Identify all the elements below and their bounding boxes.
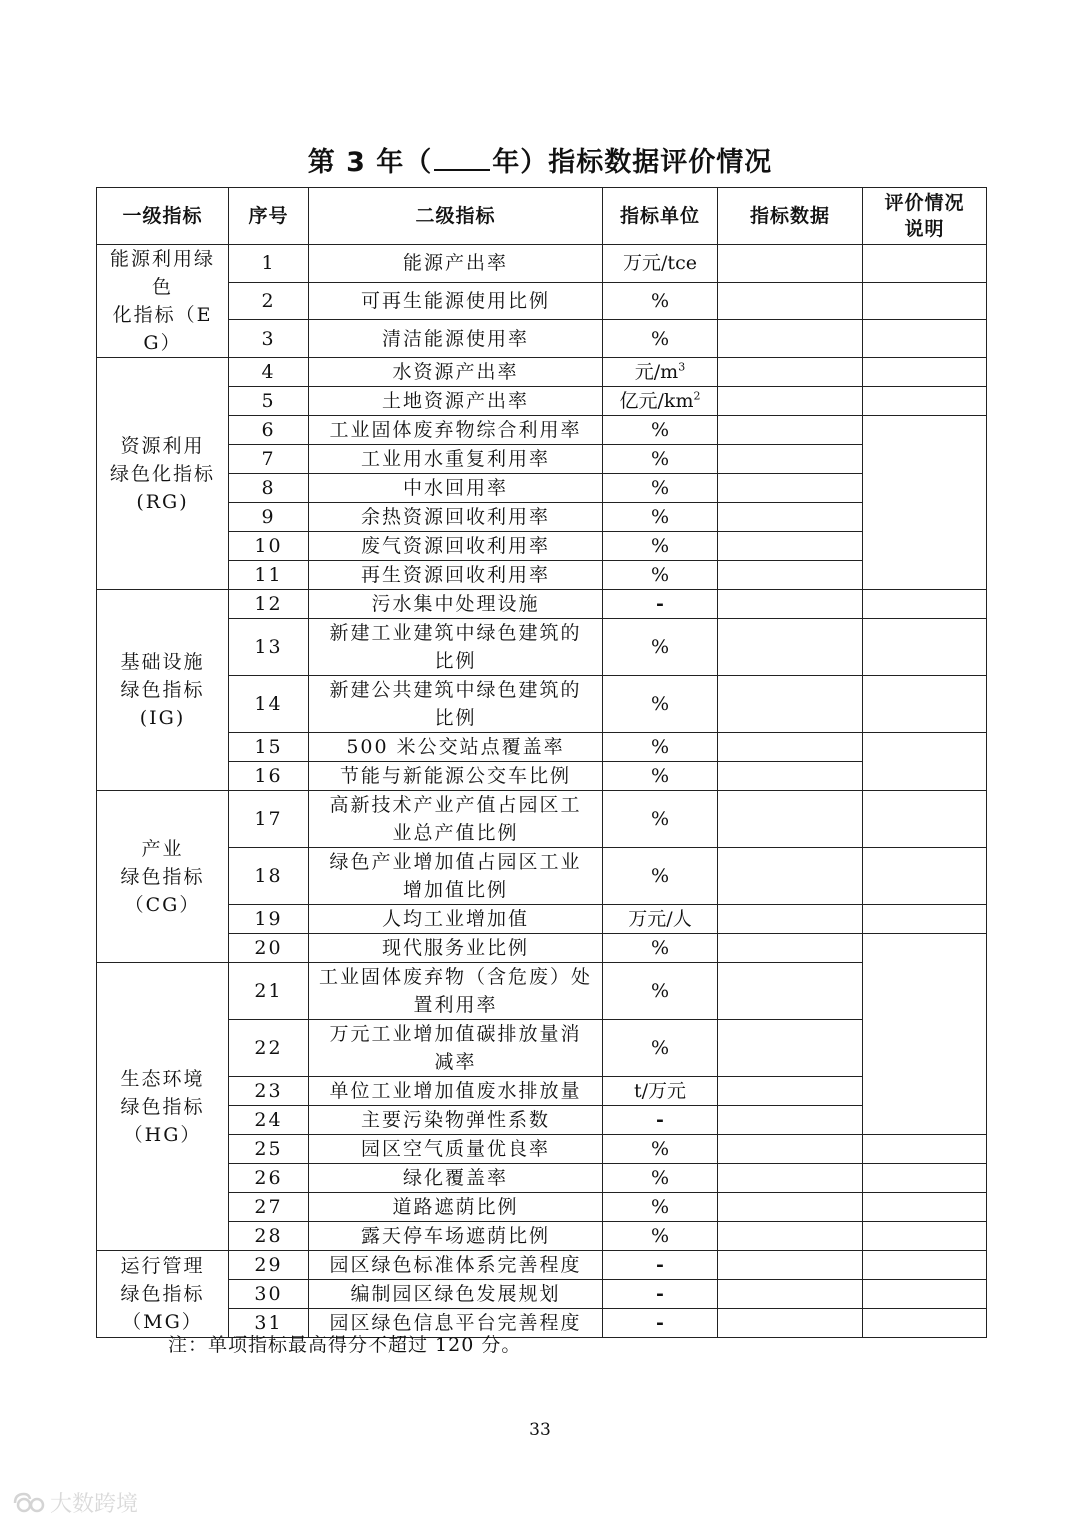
seq-cell: 11	[229, 561, 309, 590]
level2-indicator-cell: 工业固体废弃物综合利用率	[309, 416, 603, 445]
unit-cell: %	[603, 561, 718, 590]
unit-cell: %	[603, 474, 718, 503]
table-row	[97, 387, 987, 416]
data-input-cell[interactable]	[718, 619, 863, 676]
seq-cell: 23	[229, 1077, 309, 1106]
table-row	[97, 1135, 987, 1164]
seq-cell: 12	[229, 590, 309, 619]
page-title: 第 3 年（ 年）指标数据评价情况	[307, 147, 773, 178]
level2-indicator-cell: 节能与新能源公交车比例	[309, 762, 603, 791]
unit-cell: %	[603, 676, 718, 733]
unit-cell: %	[603, 848, 718, 905]
remark-input-cell[interactable]	[863, 387, 987, 416]
table-row	[97, 561, 987, 590]
data-input-cell[interactable]	[718, 733, 863, 762]
table-row	[97, 1020, 987, 1077]
table-row	[97, 676, 987, 733]
level2-indicator-cell: 污水集中处理设施	[309, 590, 603, 619]
level2-indicator-cell: 园区空气质量优良率	[309, 1135, 603, 1164]
data-input-cell[interactable]	[718, 503, 863, 532]
seq-cell: 7	[229, 445, 309, 474]
data-input-cell[interactable]	[718, 282, 863, 320]
remark-input-cell[interactable]	[863, 282, 987, 320]
data-input-cell[interactable]	[718, 905, 863, 934]
level2-indicator-cell: 余热资源回收利用率	[309, 503, 603, 532]
watermark: 大数跨境	[12, 1487, 138, 1518]
header-unit: 指标单位	[603, 188, 718, 245]
table-row	[97, 1222, 987, 1251]
unit-cell: -	[603, 1280, 718, 1309]
data-input-cell[interactable]	[718, 590, 863, 619]
table-row	[97, 848, 987, 905]
remark-input-cell[interactable]	[863, 416, 987, 590]
table-row	[97, 791, 987, 848]
remark-input-cell[interactable]	[863, 320, 987, 358]
seq-cell: 4	[229, 358, 309, 387]
table-row	[97, 733, 987, 762]
table-row	[97, 934, 987, 963]
level2-indicator-cell: 单位工业增加值废水排放量	[309, 1077, 603, 1106]
data-input-cell[interactable]	[718, 1135, 863, 1164]
level1-indicator-cell: 运行管理 绿色指标 （MG）	[97, 1251, 229, 1338]
level2-indicator-cell: 废气资源回收利用率	[309, 532, 603, 561]
level2-indicator-cell: 绿化覆盖率	[309, 1164, 603, 1193]
header-remark: 评价情况说明	[863, 188, 987, 245]
data-input-cell[interactable]	[718, 474, 863, 503]
table-row	[97, 1280, 987, 1309]
data-input-cell[interactable]	[718, 532, 863, 561]
seq-cell: 2	[229, 282, 309, 320]
unit-cell: -	[603, 590, 718, 619]
data-input-cell[interactable]	[718, 848, 863, 905]
data-input-cell[interactable]	[718, 1222, 863, 1251]
unit-cell: %	[603, 416, 718, 445]
level2-indicator-cell: 万元工业增加值碳排放量消 减率	[309, 1020, 603, 1077]
data-input-cell[interactable]	[718, 1164, 863, 1193]
watermark-logo-icon	[12, 1491, 46, 1515]
remark-input-cell[interactable]	[863, 791, 987, 848]
table-row	[97, 282, 987, 320]
data-input-cell[interactable]	[718, 1280, 863, 1309]
seq-cell: 22	[229, 1020, 309, 1077]
level2-indicator-cell: 工业固体废弃物（含危废）处 置利用率	[309, 963, 603, 1020]
level2-indicator-cell: 新建工业建筑中绿色建筑的 比例	[309, 619, 603, 676]
level2-indicator-cell: 高新技术产业产值占园区工 业总产值比例	[309, 791, 603, 848]
unit-cell: %	[603, 963, 718, 1020]
level2-indicator-cell: 园区绿色信息平台完善程度	[309, 1309, 603, 1338]
table-row	[97, 905, 987, 934]
level1-indicator-cell: 产业 绿色指标 （CG）	[97, 791, 229, 963]
level2-indicator-cell: 工业用水重复利用率	[309, 445, 603, 474]
level2-indicator-cell: 土地资源产出率	[309, 387, 603, 416]
table-row	[97, 1077, 987, 1106]
unit-cell: -	[603, 1106, 718, 1135]
data-input-cell[interactable]	[718, 934, 863, 963]
seq-cell: 17	[229, 791, 309, 848]
level2-indicator-cell: 清洁能源使用率	[309, 320, 603, 358]
level2-indicator-cell: 露天停车场遮荫比例	[309, 1222, 603, 1251]
level2-indicator-cell: 人均工业增加值	[309, 905, 603, 934]
table-row	[97, 590, 987, 619]
level2-indicator-cell: 现代服务业比例	[309, 934, 603, 963]
unit-cell: t/万元	[603, 1077, 718, 1106]
level1-indicator-cell: 生态环境 绿色指标 （HG）	[97, 963, 229, 1251]
level2-indicator-cell: 主要污染物弹性系数	[309, 1106, 603, 1135]
remark-input-cell[interactable]	[863, 358, 987, 387]
seq-cell: 30	[229, 1280, 309, 1309]
seq-cell: 25	[229, 1135, 309, 1164]
seq-cell: 6	[229, 416, 309, 445]
seq-cell: 19	[229, 905, 309, 934]
seq-cell: 1	[229, 245, 309, 283]
level2-indicator-cell: 再生资源回收利用率	[309, 561, 603, 590]
seq-cell: 3	[229, 320, 309, 358]
remark-input-cell[interactable]	[863, 1251, 987, 1280]
data-input-cell[interactable]	[718, 320, 863, 358]
level2-indicator-cell: 可再生能源使用比例	[309, 282, 603, 320]
remark-input-cell[interactable]	[863, 1164, 987, 1193]
header-seq: 序号	[229, 188, 309, 245]
header-level1: 一级指标	[97, 188, 229, 245]
unit-cell: %	[603, 619, 718, 676]
data-input-cell[interactable]	[718, 676, 863, 733]
unit-cell: 元$/m^3$	[603, 358, 718, 387]
level2-indicator-cell: 中水回用率	[309, 474, 603, 503]
seq-cell: 21	[229, 963, 309, 1020]
unit-cell: 万元/人	[603, 905, 718, 934]
table-row	[97, 445, 987, 474]
data-input-cell[interactable]	[718, 791, 863, 848]
unit-cell: %	[603, 762, 718, 791]
remark-input-cell[interactable]	[863, 1135, 987, 1164]
data-input-cell[interactable]	[718, 445, 863, 474]
level2-indicator-cell: 新建公共建筑中绿色建筑的 比例	[309, 676, 603, 733]
data-input-cell[interactable]	[718, 561, 863, 590]
data-input-cell[interactable]	[718, 245, 863, 283]
level1-indicator-cell: 基础设施 绿色指标 (IG)	[97, 590, 229, 791]
header-level2: 二级指标	[309, 188, 603, 245]
remark-input-cell[interactable]	[863, 1309, 987, 1338]
data-input-cell[interactable]	[718, 416, 863, 445]
remark-input-cell[interactable]	[863, 934, 987, 1135]
data-input-cell[interactable]	[718, 1193, 863, 1222]
level1-indicator-cell: 资源利用 绿色化指标 (RG)	[97, 358, 229, 590]
unit-cell: %	[603, 503, 718, 532]
level2-indicator-cell: 园区绿色标准体系完善程度	[309, 1251, 603, 1280]
seq-cell: 28	[229, 1222, 309, 1251]
seq-cell: 10	[229, 532, 309, 561]
unit-cell: %	[603, 532, 718, 561]
data-input-cell[interactable]	[718, 1077, 863, 1106]
footnote: 注：单项指标最高得分不超过 120 分。	[168, 1334, 522, 1356]
remark-input-cell[interactable]	[863, 1222, 987, 1251]
data-input-cell[interactable]	[718, 1020, 863, 1077]
unit-cell: %	[603, 791, 718, 848]
table-row	[97, 532, 987, 561]
seq-cell: 14	[229, 676, 309, 733]
unit-cell: %	[603, 1164, 718, 1193]
data-input-cell[interactable]	[718, 387, 863, 416]
table-row	[97, 474, 987, 503]
seq-cell: 5	[229, 387, 309, 416]
data-input-cell[interactable]	[718, 1106, 863, 1135]
indicator-table	[96, 187, 987, 1338]
unit-cell: %	[603, 1193, 718, 1222]
year-blank	[434, 147, 490, 171]
seq-cell: 27	[229, 1193, 309, 1222]
unit-cell: %	[603, 445, 718, 474]
level2-indicator-cell: 道路遮荫比例	[309, 1193, 603, 1222]
table-row	[97, 619, 987, 676]
header-data: 指标数据	[718, 188, 863, 245]
table-row	[97, 245, 987, 283]
table-row	[97, 762, 987, 791]
data-input-cell[interactable]	[718, 963, 863, 1020]
seq-cell: 8	[229, 474, 309, 503]
table-row	[97, 1106, 987, 1135]
table-row	[97, 963, 987, 1020]
seq-cell: 16	[229, 762, 309, 791]
remark-input-cell[interactable]	[863, 1280, 987, 1309]
data-input-cell[interactable]	[718, 358, 863, 387]
unit-cell: %	[603, 934, 718, 963]
remark-input-cell[interactable]	[863, 590, 987, 619]
unit-cell: %	[603, 733, 718, 762]
table-row	[97, 1193, 987, 1222]
table-row	[97, 1251, 987, 1280]
unit-cell: -	[603, 1251, 718, 1280]
seq-cell: 13	[229, 619, 309, 676]
unit-cell: 万元/tce	[603, 245, 718, 283]
remark-input-cell[interactable]	[863, 676, 987, 733]
seq-cell: 26	[229, 1164, 309, 1193]
seq-cell: 9	[229, 503, 309, 532]
remark-input-cell[interactable]	[863, 733, 987, 791]
table-row	[97, 1164, 987, 1193]
table-row	[97, 320, 987, 358]
page-number: 33	[529, 1420, 551, 1440]
seq-cell: 20	[229, 934, 309, 963]
table-header-row	[97, 188, 987, 245]
table-row	[97, 358, 987, 387]
level1-indicator-cell: 能源利用绿色 化指标（E G）	[97, 245, 229, 358]
remark-input-cell[interactable]	[863, 905, 987, 934]
seq-cell: 31	[229, 1309, 309, 1338]
level2-indicator-cell: 能源产出率	[309, 245, 603, 283]
level2-indicator-cell: 水资源产出率	[309, 358, 603, 387]
data-input-cell[interactable]	[718, 1309, 863, 1338]
remark-input-cell[interactable]	[863, 848, 987, 905]
unit-cell: -	[603, 1309, 718, 1338]
level2-indicator-cell: 编制园区绿色发展规划	[309, 1280, 603, 1309]
level2-indicator-cell: 绿色产业增加值占园区工业 增加值比例	[309, 848, 603, 905]
unit-cell: %	[603, 320, 718, 358]
seq-cell: 15	[229, 733, 309, 762]
seq-cell: 29	[229, 1251, 309, 1280]
remark-input-cell[interactable]	[863, 619, 987, 676]
unit-cell: %	[603, 1222, 718, 1251]
level2-indicator-cell: 500 米公交站点覆盖率	[309, 733, 603, 762]
remark-input-cell[interactable]	[863, 1193, 987, 1222]
table-row	[97, 416, 987, 445]
unit-cell: %	[603, 1020, 718, 1077]
seq-cell: 18	[229, 848, 309, 905]
table-row	[97, 503, 987, 532]
seq-cell: 24	[229, 1106, 309, 1135]
data-input-cell[interactable]	[718, 1251, 863, 1280]
unit-cell: %	[603, 282, 718, 320]
unit-cell: %	[603, 1135, 718, 1164]
unit-cell: 亿元$/km^2$	[603, 387, 718, 416]
remark-input-cell[interactable]	[863, 245, 987, 283]
data-input-cell[interactable]	[718, 762, 863, 791]
